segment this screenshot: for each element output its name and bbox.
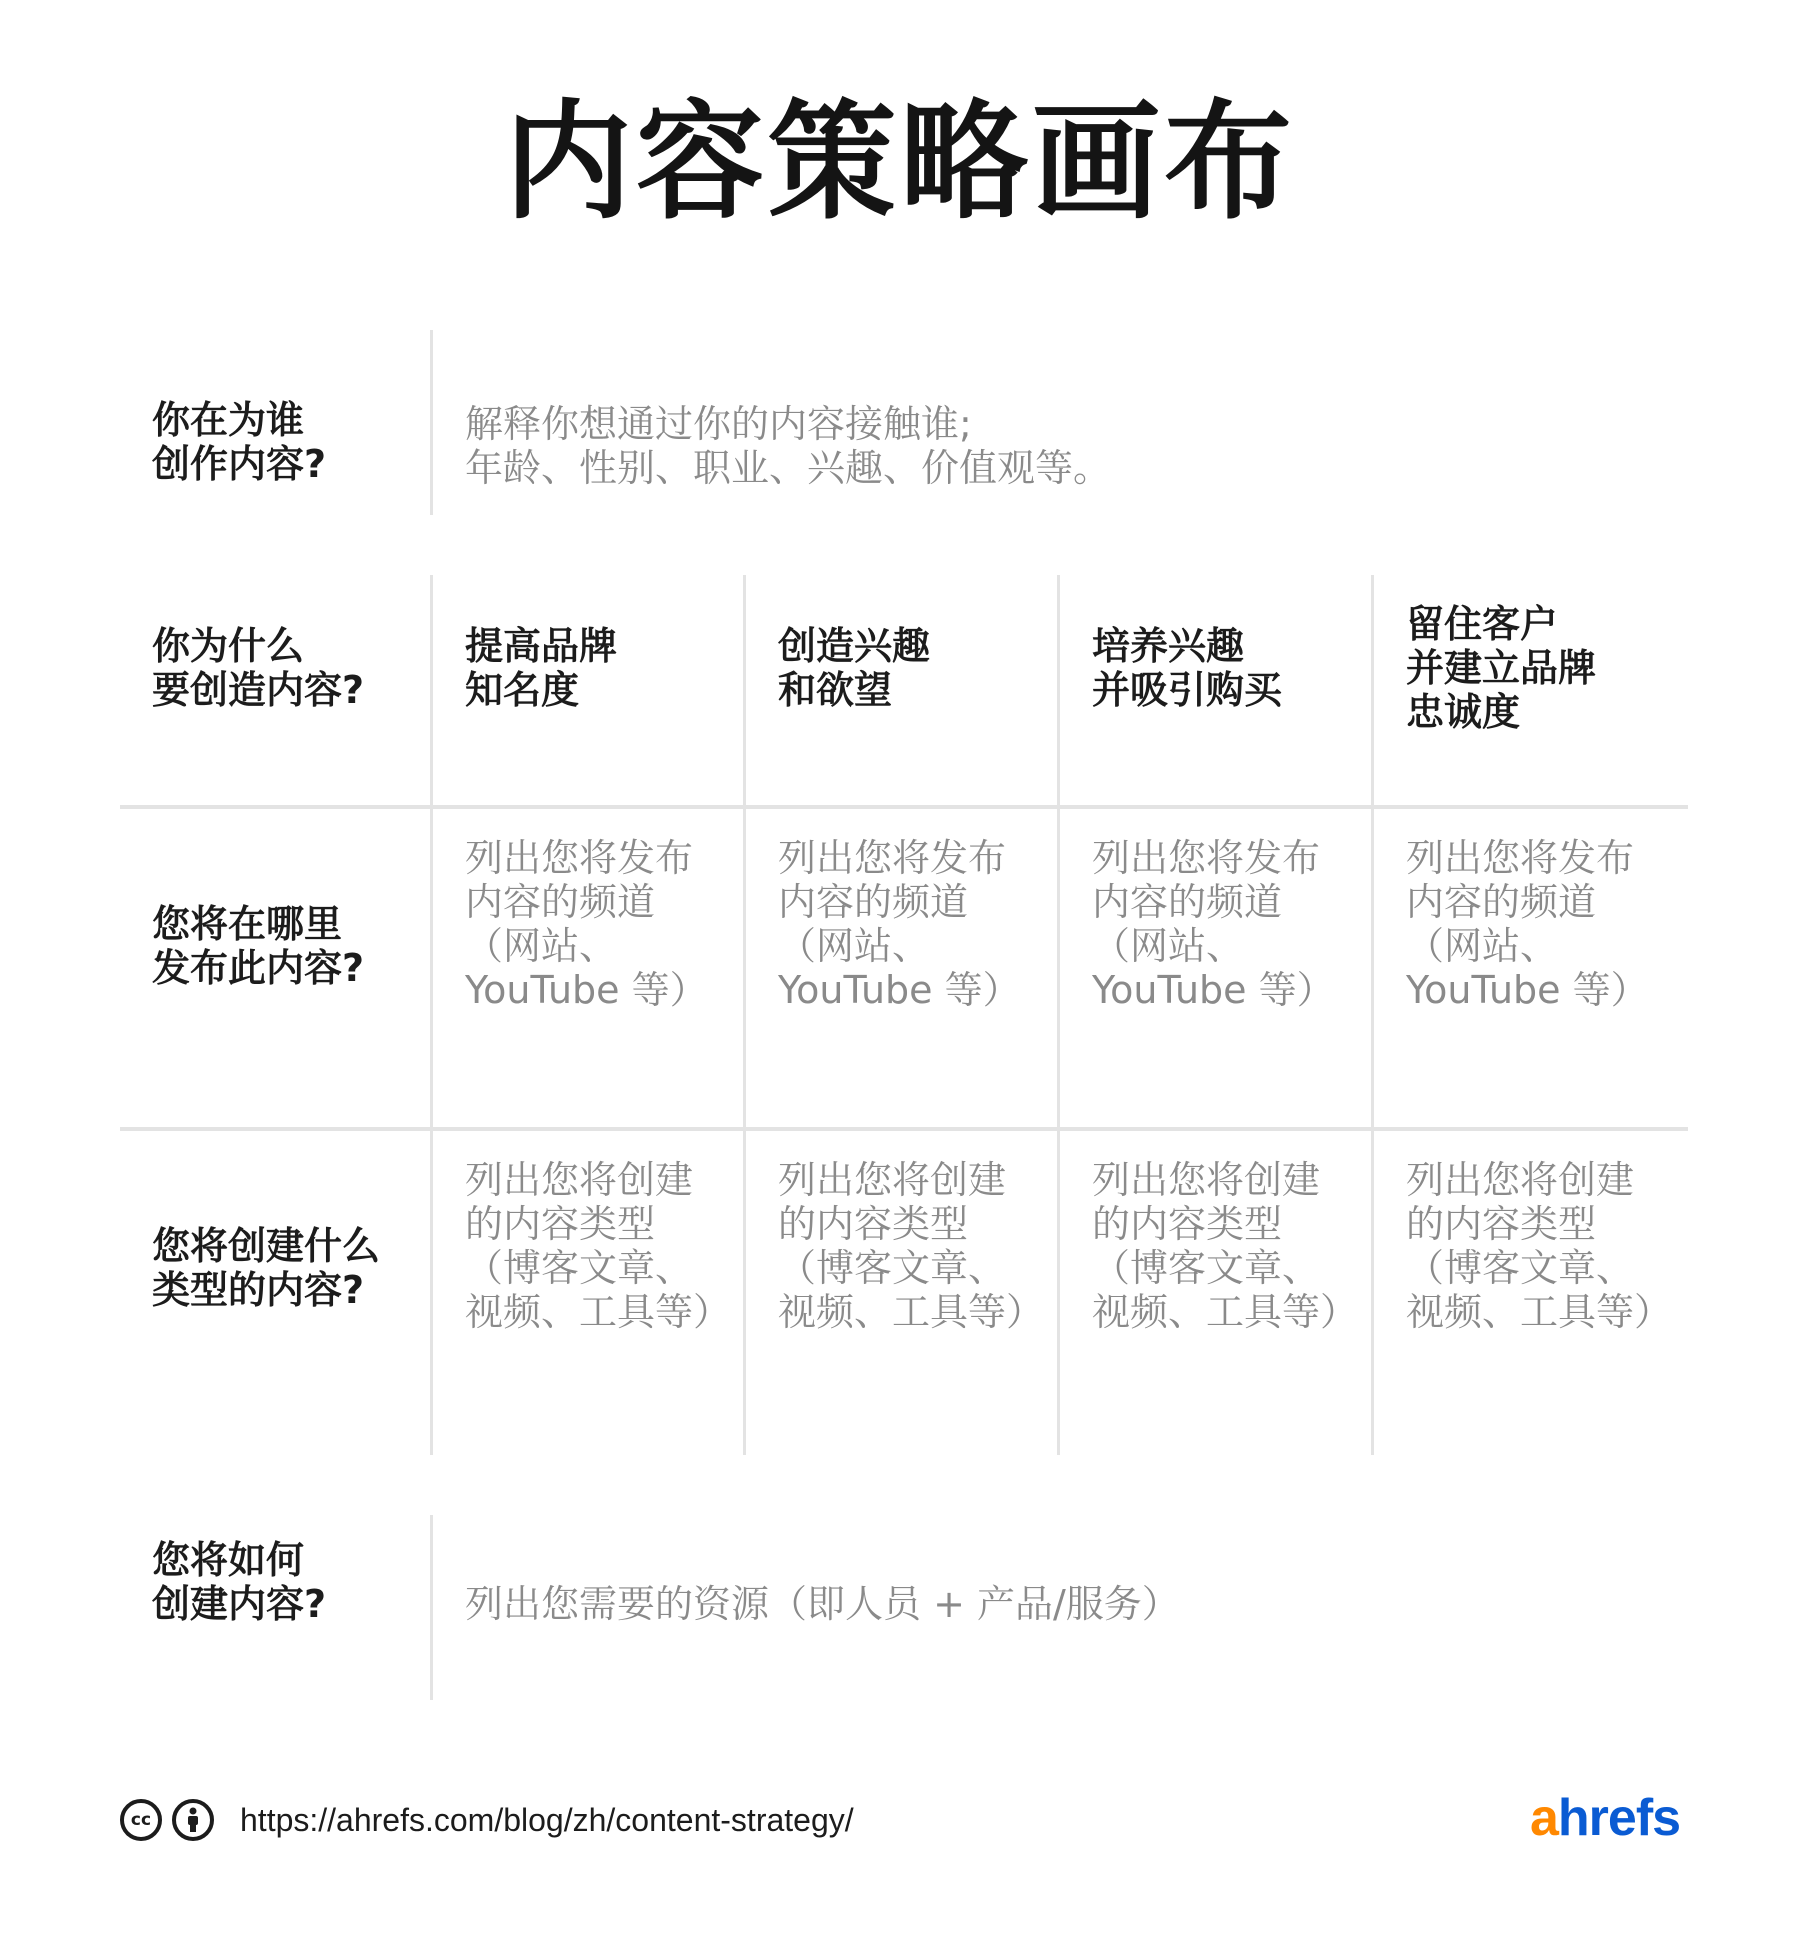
footer (120, 1795, 854, 1845)
page-title: 内容策略画布 (503, 88, 1296, 237)
row-label-where: 您将在哪里 发布此内容? (152, 902, 365, 990)
row-label-why: 你为什么 要创造内容? (152, 624, 365, 712)
divider (120, 1127, 1688, 1131)
goal-nurture-purchase: 培养兴趣 并吸引购买 (1092, 624, 1283, 712)
divider (1371, 575, 1374, 1455)
row-label-who: 你在为谁 创作内容? (152, 398, 327, 486)
where-cell: 列出您将发布 内容的频道 （网站、 YouTube 等） (465, 836, 708, 1012)
row-label-what: 您将创建什么 类型的内容? (152, 1224, 381, 1312)
where-cell: 列出您将发布 内容的频道 （网站、 YouTube 等） (778, 836, 1021, 1012)
goal-interest-desire: 创造兴趣 和欲望 (778, 624, 931, 712)
creative-commons-icon: cc (120, 1799, 162, 1841)
what-cell: 列出您将创建 的内容类型 （博客文章、 视频、工具等） (465, 1158, 732, 1334)
ahrefs-logo (1530, 1788, 1680, 1848)
row-label-how: 您将如何 创建内容? (152, 1538, 327, 1626)
where-cell: 列出您将发布 内容的频道 （网站、 YouTube 等） (1406, 836, 1649, 1012)
how-description: 列出您需要的资源（即人员 + 产品/服务） (465, 1582, 1180, 1626)
who-description: 解释你想通过你的内容接触谁; 年龄、性别、职业、兴趣、价值观等。 (465, 402, 1112, 490)
what-cell: 列出您将创建 的内容类型 （博客文章、 视频、工具等） (1406, 1158, 1673, 1334)
divider (120, 805, 1688, 809)
source-url-link[interactable]: https://ahrefs.com/blog/zh/content-strategy/ (240, 1801, 854, 1838)
what-cell: 列出您将创建 的内容类型 （博客文章、 视频、工具等） (1092, 1158, 1359, 1334)
what-cell: 列出您将创建 的内容类型 （博客文章、 视频、工具等） (778, 1158, 1045, 1334)
person-icon (181, 1807, 205, 1833)
attribution-icon (172, 1799, 214, 1841)
divider (743, 575, 746, 1455)
logo-text: hrefs (1557, 1789, 1681, 1847)
divider (430, 1515, 433, 1700)
divider (430, 330, 433, 515)
goal-brand-awareness: 提高品牌 知名度 (465, 624, 618, 712)
divider (430, 575, 433, 1455)
goal-retain-loyalty: 留住客户 并建立品牌 忠诚度 (1406, 602, 1597, 734)
divider (1057, 575, 1060, 1455)
logo-accent: a (1530, 1789, 1558, 1847)
where-cell: 列出您将发布 内容的频道 （网站、 YouTube 等） (1092, 836, 1335, 1012)
